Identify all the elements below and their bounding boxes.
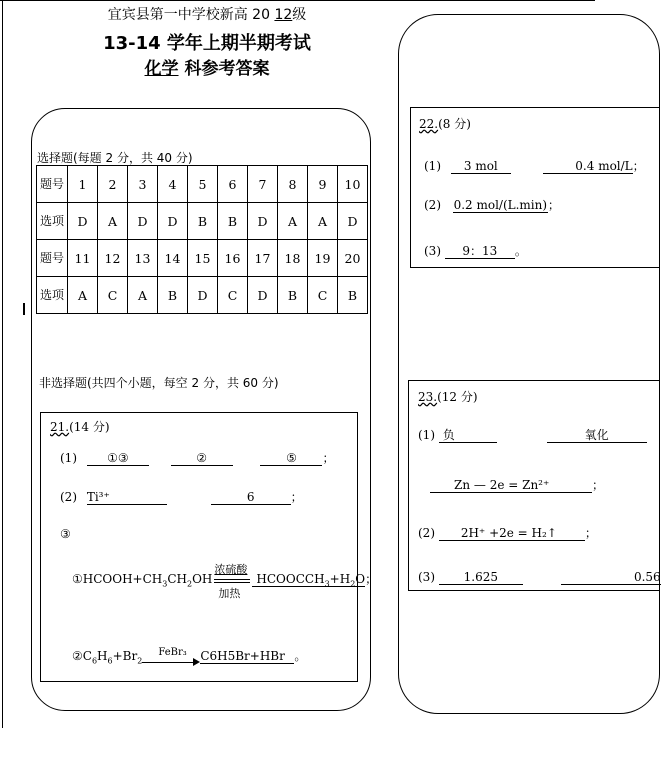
semicolon: ； <box>592 478 605 492</box>
q22-part1 <box>424 157 645 174</box>
table-cell: 6 <box>218 166 248 203</box>
arrow-head-icon <box>193 658 200 666</box>
table-cell: D <box>338 203 368 240</box>
row-label-num: 题号 <box>37 240 68 277</box>
q22-points: (8 分) <box>438 117 471 131</box>
table-cell: 12 <box>98 240 128 277</box>
left-rule <box>2 0 3 728</box>
q21-equation-2: $②C_6H_6+Br_2$ FeBr₃ C6H5Br+HBr 。 <box>72 646 307 666</box>
table-cell: 15 <box>188 240 218 277</box>
q21-answer: ② <box>171 451 233 466</box>
table-cell: D <box>188 277 218 314</box>
semicolon: ； <box>547 198 560 212</box>
q23-answer: 负 <box>439 428 497 443</box>
semicolon: ； <box>322 451 335 465</box>
eq2-catalyst: FeBr₃ <box>158 646 187 658</box>
table-row <box>37 203 368 240</box>
q23-part2 <box>418 524 597 541</box>
q21-answer: Ti³⁺ <box>87 490 167 505</box>
eq2-lead: ②C <box>72 649 92 663</box>
table-cell: A <box>128 277 158 314</box>
table-cell: 2 <box>98 166 128 203</box>
q21-answer: 6 <box>211 490 291 505</box>
q23-equation: Zn — 2e = Zn²⁺ <box>430 478 592 493</box>
table-cell: B <box>338 277 368 314</box>
q21-part1-label: (1) <box>60 451 77 465</box>
q21-part2-label: (2) <box>60 490 77 504</box>
q23-answer: 1.625 <box>439 570 523 585</box>
eq2-product: C6H5Br+HBr <box>200 649 294 664</box>
eq2-arrow <box>142 646 200 664</box>
table-cell: 18 <box>278 240 308 277</box>
subtitle-rest: 科参考答案 <box>178 59 270 79</box>
semicolon: ； <box>632 159 645 173</box>
semicolon: ； <box>290 490 303 504</box>
table-cell: 9 <box>308 166 338 203</box>
eq1-over-text: 浓硫酸 <box>214 562 248 576</box>
table-cell: A <box>68 277 98 314</box>
q23-part3-label: (3) <box>418 570 435 584</box>
q23-part3 <box>418 570 661 585</box>
school-suffix: 级 <box>292 7 307 23</box>
eq1-under-text: 加热 <box>218 586 241 600</box>
q21-points: (14 分) <box>69 420 110 434</box>
table-cell: 16 <box>218 240 248 277</box>
q23-negative-electrode <box>430 476 604 493</box>
table-row <box>37 166 368 203</box>
q23-part2-label: (2) <box>418 526 435 540</box>
q22-heading <box>419 115 471 132</box>
choice-title: 选择题(每题 2 分，共 40 分) <box>37 151 193 165</box>
table-cell: D <box>158 203 188 240</box>
q23-part1-label: (1) <box>418 428 435 442</box>
school-line <box>0 4 414 24</box>
q21-part2 <box>60 488 303 505</box>
subject: 化学 <box>144 59 179 79</box>
exam-title: 13-14 学年上期半期考试 <box>103 33 311 54</box>
q21-answer: ①③ <box>87 451 149 466</box>
eq1-products: $HCOOCCH_3+H_2O$ <box>252 572 365 587</box>
equals-line <box>214 579 250 580</box>
table-cell: 11 <box>68 240 98 277</box>
table-cell: A <box>308 203 338 240</box>
eq1-product: HCOOCCH <box>256 572 325 586</box>
q21-equation-1: $①HCOOH+CH_3CH_2OH$ 浓硫酸 加热 $HCOOCCH_3+H_2O$； <box>72 562 378 600</box>
q23-points: (12 分) <box>437 390 478 404</box>
table-cell: C <box>218 277 248 314</box>
eq1-reactant-tail: CH <box>167 572 187 586</box>
q21-heading <box>50 418 110 435</box>
q21-part3-label: ③ <box>60 527 71 541</box>
table-cell: A <box>278 203 308 240</box>
q23-part1 <box>418 428 647 443</box>
q22-answer: 0.2 mol/(L.min) <box>453 198 548 212</box>
table-cell: 7 <box>248 166 278 203</box>
q22-part3-label: (3) <box>424 244 441 258</box>
nonchoice-title: 非选择题(共四个小题，每空 2 分，共 60 分) <box>39 376 279 390</box>
table-cell: 19 <box>308 240 338 277</box>
top-rule <box>0 0 595 1</box>
row-label-num: 题号 <box>37 166 68 203</box>
q22-part2 <box>424 196 560 213</box>
semicolon: ； <box>584 526 597 540</box>
q21-part1 <box>60 449 335 466</box>
q22-part1-label: (1) <box>424 159 441 173</box>
q23-answer: 氧化 <box>547 428 647 443</box>
q23-equation: 2H⁺ +2e = H₂↑ <box>439 526 585 541</box>
table-cell: 1 <box>68 166 98 203</box>
q22-number: 22. <box>419 117 439 131</box>
table-cell: 3 <box>128 166 158 203</box>
eq1-lead: ①HCOOH+CH <box>72 572 163 586</box>
q23-heading <box>418 388 478 405</box>
table-cell: B <box>278 277 308 314</box>
table-cell: D <box>248 277 278 314</box>
q22-answer: 3 mol <box>451 159 511 174</box>
table-cell: 14 <box>158 240 188 277</box>
subtitle <box>0 54 414 79</box>
table-cell: C <box>98 277 128 314</box>
equals-line <box>214 582 250 583</box>
q21-number: 21. <box>50 420 70 434</box>
table-cell: 5 <box>188 166 218 203</box>
table-row <box>37 240 368 277</box>
table-cell: D <box>128 203 158 240</box>
table-cell: D <box>68 203 98 240</box>
row-label-ans: 选项 <box>37 203 68 240</box>
school-prefix: 宜宾县第一中学校新高 20 <box>107 7 275 23</box>
choice-answer-table <box>36 165 368 314</box>
school-year: 12 <box>274 7 293 23</box>
table-cell: A <box>98 203 128 240</box>
q21-answer: ⑤ <box>260 451 322 466</box>
q22-answer: 9：13 <box>445 244 515 259</box>
cursor-mark <box>23 303 25 315</box>
q22-part3 <box>424 242 527 259</box>
q22-answer: 0.4 mol/L <box>543 159 633 174</box>
table-cell: 10 <box>338 166 368 203</box>
period: 。 <box>514 244 527 258</box>
table-row <box>37 277 368 314</box>
q22-part2-label: (2) <box>424 198 441 212</box>
table-cell: C <box>308 277 338 314</box>
q23-answer: 0.56 <box>561 570 661 585</box>
table-cell: D <box>248 203 278 240</box>
table-cell: B <box>218 203 248 240</box>
q23-number: 23. <box>418 390 438 404</box>
semicolon: ； <box>365 572 378 586</box>
table-cell: 13 <box>128 240 158 277</box>
table-cell: 4 <box>158 166 188 203</box>
table-cell: 20 <box>338 240 368 277</box>
period: 。 <box>294 649 307 663</box>
table-cell: B <box>188 203 218 240</box>
table-cell: 8 <box>278 166 308 203</box>
row-label-ans: 选项 <box>37 277 68 314</box>
table-cell: B <box>158 277 188 314</box>
table-cell: 17 <box>248 240 278 277</box>
arrow-line <box>142 662 194 663</box>
eq1-condition <box>214 562 250 600</box>
